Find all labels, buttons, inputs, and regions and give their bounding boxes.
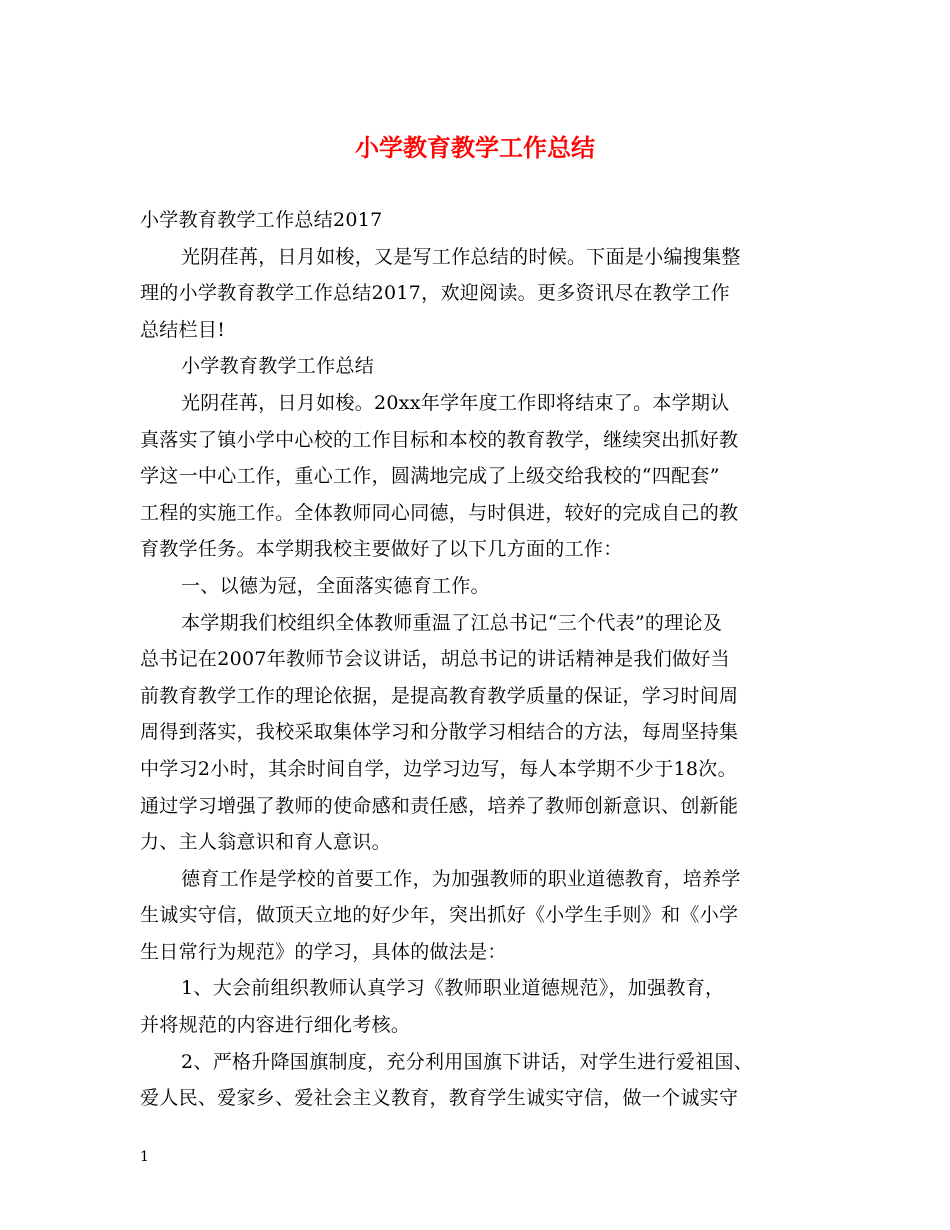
text-line: 中学习2小时，其余时间自学，边学习边写，每人本学期不少于18次。 — [140, 757, 737, 780]
text-line: 1、大会前组织教师认真学习《教师职业道德规范》，加强教育， — [181, 977, 725, 1000]
document-body — [140, 202, 820, 1117]
text-line: 2、严格升降国旗制度，充分利用国旗下讲话，对学生进行爱祖国、 — [181, 1050, 754, 1073]
text-line: 小学教育教学工作总结 — [181, 355, 375, 378]
text-line: 总书记在2007年教师节会议讲话，胡总书记的讲话精神是我们做好当 — [140, 648, 730, 671]
text-line: 学这一中心工作，重心工作，圆满地完成了上级交给我校的“四配套” — [140, 465, 720, 488]
text-line: 并将规范的内容进行细化考核。 — [140, 1014, 411, 1037]
text-line: 本学期我们校组织全体教师重温了江总书记“三个代表”的理论及 — [181, 611, 723, 634]
text-line: 德育工作是学校的首要工作，为加强教师的职业道德教育，培养学 — [181, 867, 741, 890]
page-number: 1 — [140, 1149, 149, 1165]
text-line: 生诚实守信，做顶天立地的好少年，突出抓好《小学生手则》和《小学 — [140, 904, 739, 927]
text-line: 真落实了镇小学中心校的工作目标和本校的教育教学，继续突出抓好教 — [140, 428, 739, 451]
text-line: 小学教育教学工作总结2017 — [140, 209, 383, 231]
text-line: 工程的实施工作。全体教师同心同德，与时俱进，较好的完成自己的教 — [140, 501, 739, 524]
text-line: 光阴荏苒，日月如梭，又是写工作总结的时候。下面是小编搜集整 — [181, 245, 741, 268]
text-line: 育教学任务。本学期我校主要做好了以下几方面的工作： — [140, 538, 623, 561]
text-line: 光阴荏苒，日月如梭。20xx年学年度工作即将结束了。本学期认 — [181, 391, 730, 414]
text-line: 周得到落实，我校采取集体学习和分散学习相结合的方法，每周坚持集 — [140, 721, 739, 744]
text-line: 通过学习增强了教师的使命感和责任感，培养了教师创新意识、创新能 — [140, 794, 739, 817]
text-line: 总结栏目! — [140, 318, 226, 341]
text-line: 一、以德为冠，全面落实德育工作。 — [181, 574, 490, 597]
document-title: 小学教育教学工作总结 — [355, 133, 595, 162]
text-line: 力、主人翁意识和育人意识。 — [140, 831, 391, 854]
text-line: 爱人民、爱家乡、爱社会主义教育，教育学生诚实守信，做一个诚实守 — [140, 1087, 739, 1110]
text-line: 前教育教学工作的理论依据，是提高教育教学质量的保证，学习时间周 — [140, 684, 739, 707]
text-line: 理的小学教育教学工作总结2017，欢迎阅读。更多资讯尽在教学工作 — [140, 282, 730, 305]
text-line: 生日常行为规范》的学习，具体的做法是： — [140, 940, 507, 963]
